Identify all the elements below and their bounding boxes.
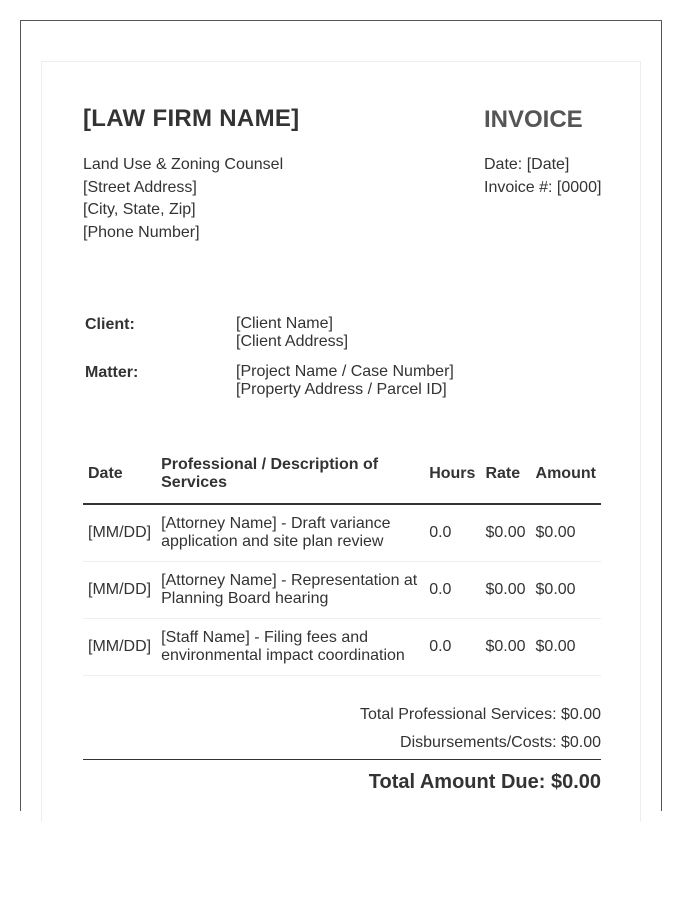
- client-label: Client:: [85, 316, 135, 333]
- row-description: [Staff Name] - Filing fees and environmental impact coordination: [156, 619, 424, 676]
- client-details: [236, 315, 348, 351]
- table-header-row: [83, 444, 601, 504]
- row-amount: $0.00: [531, 619, 601, 676]
- total-professional-services: Total Professional Services: $0.00: [359, 706, 601, 723]
- firm-contact-block: [83, 154, 283, 244]
- row-hours: 0.0: [424, 504, 480, 562]
- row-date: [MM/DD]: [83, 619, 156, 676]
- services-table: [83, 444, 601, 676]
- matter-details: [236, 363, 454, 399]
- firm-name: [LAW FIRM NAME]: [83, 105, 300, 132]
- total-amount-due: Total Amount Due: $0.00: [368, 771, 601, 793]
- row-description: [Attorney Name] - Draft variance application and site plan review: [156, 504, 424, 562]
- invoice-sheet: [41, 61, 641, 822]
- firm-street-address: [Street Address]: [83, 178, 197, 196]
- page-border: [20, 20, 662, 811]
- totals-divider: [83, 759, 601, 760]
- column-header-date: Date: [83, 444, 156, 504]
- row-rate: $0.00: [480, 619, 530, 676]
- column-header-hours: Hours: [424, 444, 480, 504]
- matter-property: [Property Address / Parcel ID]: [236, 381, 447, 398]
- row-rate: $0.00: [480, 562, 530, 619]
- matter-label: Matter:: [85, 364, 139, 381]
- table-row: [83, 562, 601, 619]
- matter-project: [Project Name / Case Number]: [236, 363, 454, 380]
- client-name: [Client Name]: [236, 315, 333, 332]
- row-amount: $0.00: [531, 562, 601, 619]
- row-rate: $0.00: [480, 504, 530, 562]
- invoice-title: INVOICE: [484, 106, 583, 133]
- invoice-date: Date: [Date]: [484, 156, 570, 173]
- firm-tagline: Land Use & Zoning Counsel: [83, 156, 284, 173]
- table-row: [83, 504, 601, 562]
- client-address: [Client Address]: [236, 333, 349, 350]
- row-date: [MM/DD]: [83, 504, 156, 562]
- row-hours: 0.0: [424, 562, 480, 619]
- invoice-meta: [484, 154, 601, 199]
- table-row: [83, 619, 601, 676]
- row-hours: 0.0: [424, 619, 480, 676]
- row-amount: $0.00: [531, 504, 601, 562]
- firm-city-state-zip: [City, State, Zip]: [83, 201, 196, 218]
- column-header-amount: Amount: [531, 444, 601, 504]
- column-header-rate: Rate: [480, 444, 530, 504]
- row-description: [Attorney Name] - Representation at Planning Board hearing: [156, 562, 424, 619]
- disbursements-costs: Disbursements/Costs: $0.00: [400, 734, 601, 751]
- column-header-description: Professional / Description of Services: [156, 444, 424, 504]
- firm-phone-number: [Phone Number]: [83, 223, 200, 241]
- invoice-number: Invoice #: [0000]: [484, 178, 602, 196]
- row-date: [MM/DD]: [83, 562, 156, 619]
